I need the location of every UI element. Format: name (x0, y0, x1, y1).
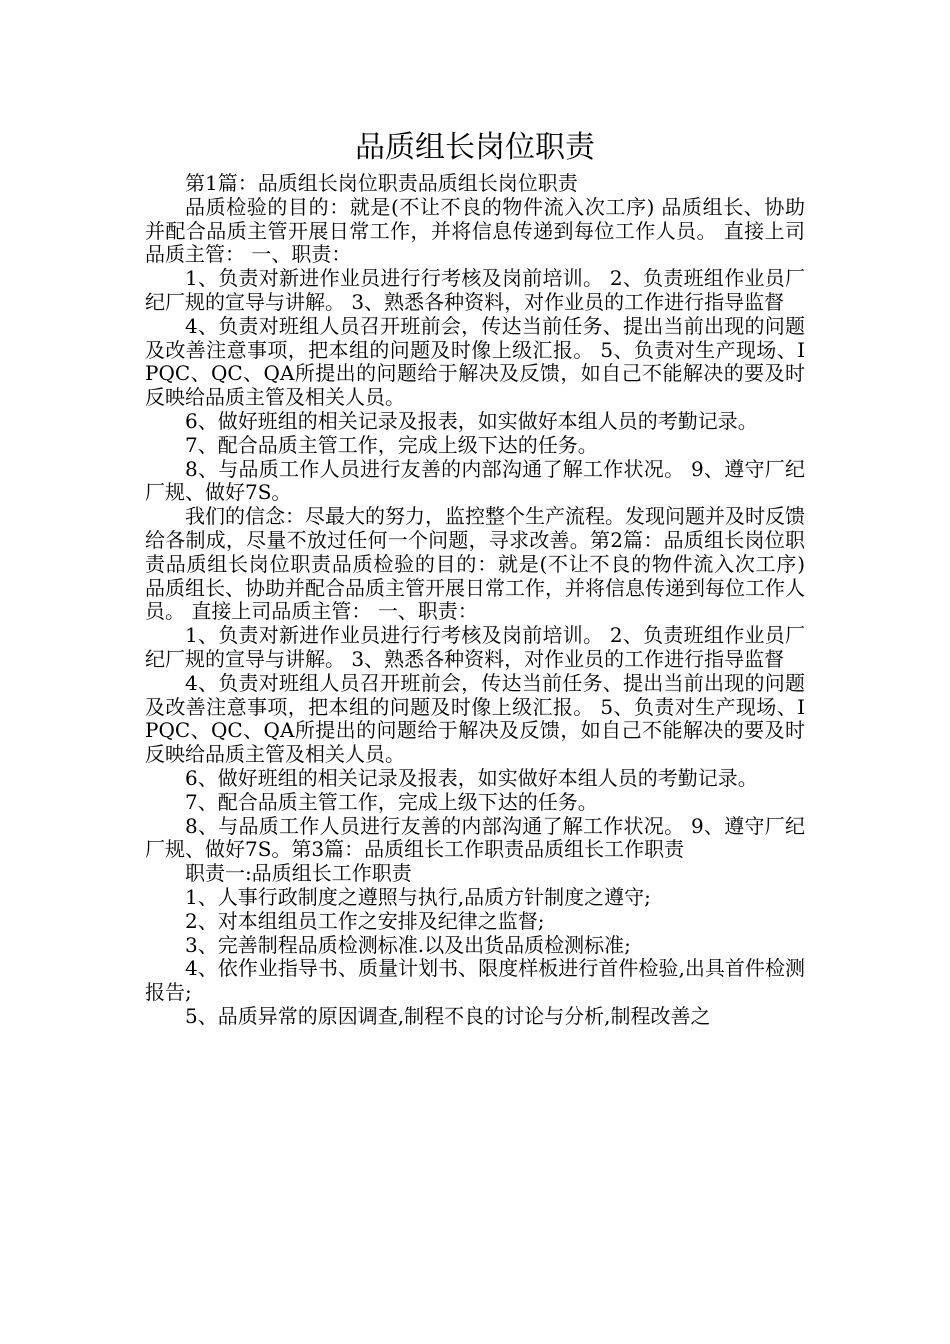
document-title: 品质组长岗位职责 (355, 130, 595, 165)
paragraph: 品质检验的目的：就是(不让不良的物件流入次工序) 品质组长、协助并配合品质主管开展日常工作，并将信息传递到每位工作人员。 直接上司品质主管： 一、职责： (145, 194, 805, 267)
paragraph: 6、做好班组的相关记录及报表，如实做好本组人员的考勤记录。 (185, 408, 758, 433)
paragraph: 1、负责对新进作业员进行行考核及岗前培训。 2、负责班组作业员厂纪厂规的宣导与讲解。 3、熟悉各种资料，对作业员的工作进行指导监督 (145, 623, 805, 671)
paragraph: 7、配合品质主管工作，完成上级下达的任务。 (185, 432, 598, 457)
paragraph: 6、做好班组的相关记录及报表，如实做好本组人员的考勤记录。 (185, 765, 758, 790)
paragraph: 第1篇：品质组长岗位职责品质组长岗位职责 (185, 171, 578, 195)
paragraph: 7、配合品质主管工作，完成上级下达的任务。 (185, 789, 598, 814)
paragraph: 3、完善制程品质检测标准.以及出货品质检测标准; (185, 932, 631, 957)
paragraph: 1、人事行政制度之遵照与执行,品质方针制度之遵守; (185, 884, 651, 909)
paragraph: 1、负责对新进作业员进行行考核及岗前培训。 2、负责班组作业员厂纪厂规的宣导与讲解。 3、熟悉各种资料，对作业员的工作进行指导监督 (145, 266, 805, 314)
paragraph: 8、与品质工作人员进行友善的内部沟通了解工作状况。 9、遵守厂纪厂规、做好7S。 (145, 456, 805, 505)
paragraph: 职责一:品质组长工作职责 (185, 861, 412, 886)
paragraph: 5、品质异常的原因调查,制程不良的讨论与分析,制程改善之 (185, 1003, 711, 1028)
paragraph: 4、负责对班组人员召开班前会，传达当前任务、提出当前出现的问题及改善注意事项，把本组的问题及时像上级汇报。 5、负责对生产现场、IPQC、QC、QA所提出的问题给于解决及反馈，如自己不能解决的要及时反映给品质主管及相关人员。 (145, 670, 805, 767)
document-page (145, 128, 805, 1029)
paragraph: 我们的信念：尽最大的努力，监控整个生产流程。发现问题并及时反馈给各制成，尽量不放过任何一个问题，寻求改善。第2篇：品质组长岗位职责品质组长岗位职责品质检验的目的：就是(不让不良的物件流入次工序) 品质组长、协助并配合品质主管开展日常工作，并将信息传递到每位工作人员。 直接上司品质主管： 一、职责： (145, 504, 805, 624)
paragraph: 4、负责对班组人员召开班前会，传达当前任务、提出当前出现的问题及改善注意事项，把本组的问题及时像上级汇报。 5、负责对生产现场、IPQC、QC、QA所提出的问题给于解决及反馈，如自己不能解决的要及时反映给品质主管及相关人员。 (145, 313, 805, 410)
paragraph: 2、对本组组员工作之安排及纪律之监督; (185, 908, 545, 933)
paragraph: 4、依作业指导书、质量计划书、限度样板进行首件检验,出具首件检测报告; (145, 956, 805, 1005)
paragraph: 8、与品质工作人员进行友善的内部沟通了解工作状况。 9、遵守厂纪厂规、做好7S。第3篇：品质组长工作职责品质组长工作职责 (145, 813, 805, 862)
